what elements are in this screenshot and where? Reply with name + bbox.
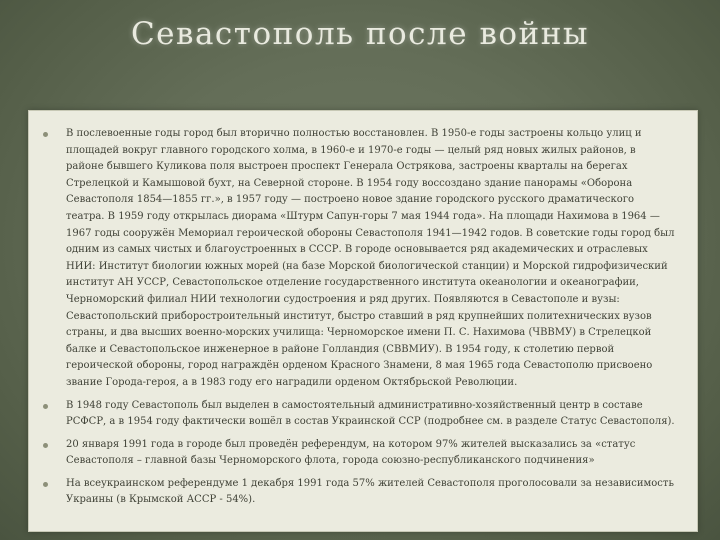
content-panel	[28, 110, 698, 532]
list-item	[43, 437, 675, 470]
list-item-text: На всеукраинском референдуме 1 декабря 1991 года 57% жителей Севастополя проголосовали за независимость Украины (в Крымской АССР - 54%).	[66, 477, 674, 506]
list-item	[43, 398, 675, 431]
bullet-icon	[43, 404, 48, 409]
bullet-icon	[43, 482, 48, 487]
bullet-icon	[43, 443, 48, 448]
list-item-text: 20 января 1991 года в городе был проведён референдум, на котором 97% жителей высказались за «статус Севастополя – главной базы Черноморского флота, города союзно-республиканского подчинения»	[66, 438, 636, 467]
bullet-list	[43, 126, 675, 509]
list-item	[43, 476, 675, 509]
slide-title: Севастополь после войны	[130, 16, 590, 52]
list-item	[43, 126, 675, 392]
list-item-text: В послевоенные годы город был вторично полностью восстановлен. В 1950-е годы застроены кольцо улиц и площадей вокруг главного городского холма, в 1960-е и 1970-е годы — целый ряд новых жилых районов, в районе бывшего Куликова поля выстроен проспект Генерала Острякова, застроены кварталы на берегах Стрелецкой и Камышовой бухт, на Северной стороне. В 1954 году воссоздано здание панорамы «Оборона Севастополя 1854—1855 гг.», в 1957 году — построено новое здание городского русского драматического театра. В 1959 году открылась диорама «Штурм Сапун-горы 7 мая 1944 года». На площади Нахимова в 1964 —1967 годы сооружён Мемориал героической обороны Севастополя 1941—1942 годов. В советские годы город был одним из самых чистых и благоустроенных в СССР. В городе основывается ряд академических и отраслевых НИИ: Институт биологии южных морей (на базе Морской биологической станции) и Морской гидрофизический институт АН УССР, Севастопольское отделение государственного института океанологии и океанографии, Черноморский филиал НИИ технологии судостроения и ряд других. Появляются в Севастополе и вузы: Севастопольский приборостроительный институт, быстро ставший в ряд крупнейших политехнических вузов страны, и два высших военно-морских училища: Черноморское имени П. С. Нахимова (ЧВВМУ) в Стрелецкой балке и Севастопольское инженерное в районе Голландия (СВВМИУ). В 1954 году, к столетию первой героической обороны, город награждён орденом Красного Знамени, 8 мая 1965 года Севастополю присвоено звание Города-героя, а в 1983 году его наградили орденом Октябрьской Революции.	[66, 128, 675, 388]
list-item-text: В 1948 году Севастополь был выделен в самостоятельный административно-хозяйственный центр в составе РСФСР, а в 1954 году фактически вошёл в состав Украинской ССР (подробнее см. в разделе Статус Севастополя).	[66, 399, 675, 428]
bullet-icon	[43, 132, 48, 137]
